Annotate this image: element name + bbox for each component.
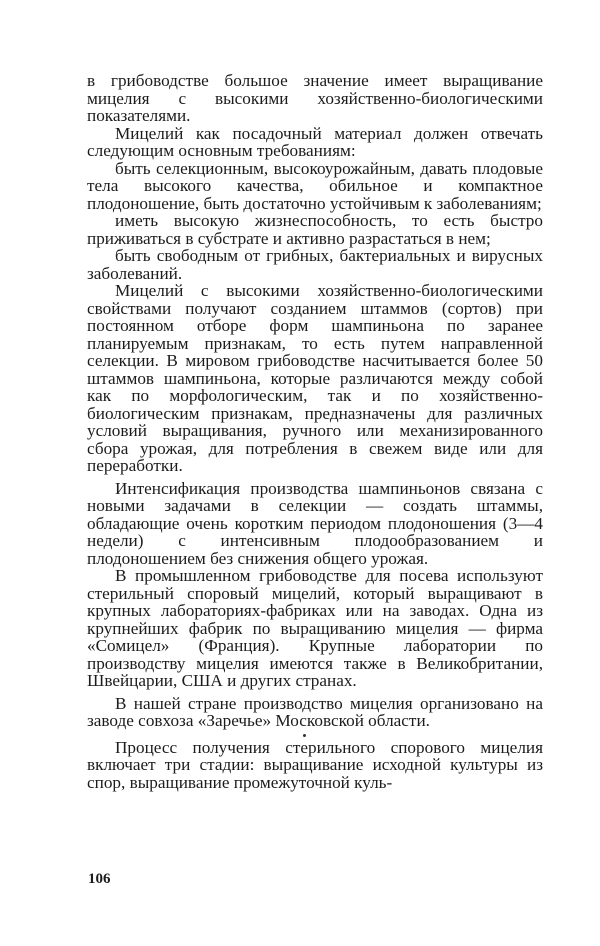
print-speck: [303, 734, 306, 737]
paragraph-requirement-1: быть селекционным, высокоурожайным, давать плодовые тела высокого качества, обильное и компактное плодоношение, быть достаточно устойчивым к заболеваниям;: [87, 158, 543, 213]
paragraph-industrial: В промышленном грибоводстве для посева используют стерильный споровый мицелий, который выращивают в крупных лабораториях-фабриках или на заводах. Одна из крупнейших фабрик по выращиванию мицелия — фирма «Сомицел» (Франция). Крупные лаборатории по производству мицелия имеются также в Великобритании, Швейцарии, США и других странах.: [87, 566, 543, 690]
body-text: [87, 72, 543, 791]
paragraph-strains: Мицелий с высокими хозяйственно-биологическими свойствами получают созданием штаммов (сортов) при постоянном отборе форм шампиньона по заранее планируемым признакам, то есть путем направленной селекции. В мировом грибоводстве насчитывается более 50 штаммов шампиньона, которые различаются между собой как по морфологическим, так и по хозяйственно-биологическим признакам, предназначены для различных условий выращивания, ручного или механизированного сбора урожая, для потребления в свежем виде или для переработки.: [87, 281, 543, 475]
paragraph-domestic: В нашей стране производство мицелия организовано на заводе совхоза «Заречье» Московской области.: [87, 693, 543, 730]
paragraph-intensification: Интенсификация производства шампиньонов связана с новыми задачами в селекции — создать штаммы, обладающие очень коротким периодом плодоношения (3—4 недели) с интенсивным плодообразованием и плодоношением без снижения общего урожая.: [87, 478, 543, 568]
paragraph-requirement-3: быть свободным от грибных, бактериальных и вирусных заболеваний.: [87, 246, 543, 283]
paragraph-process: Процесс получения стерильного спорового мицелия включает три стадии: выращивание исходной культуры из спор, выращивание промежуточной куль-: [87, 737, 543, 792]
paragraph-requirements-intro: Мицелий как посадочный материал должен отвечать следующим основным требованиям:: [87, 123, 543, 160]
paragraph-requirement-2: иметь высокую жизнеспособность, то есть быстро приживаться в субстрате и активно разрастаться в нем;: [87, 211, 543, 248]
page-number: 106: [88, 871, 111, 887]
paragraph-continuation: в грибоводстве большое значение имеет выращивание мицелия с высокими хозяйственно-биологическими показателями.: [87, 71, 543, 125]
